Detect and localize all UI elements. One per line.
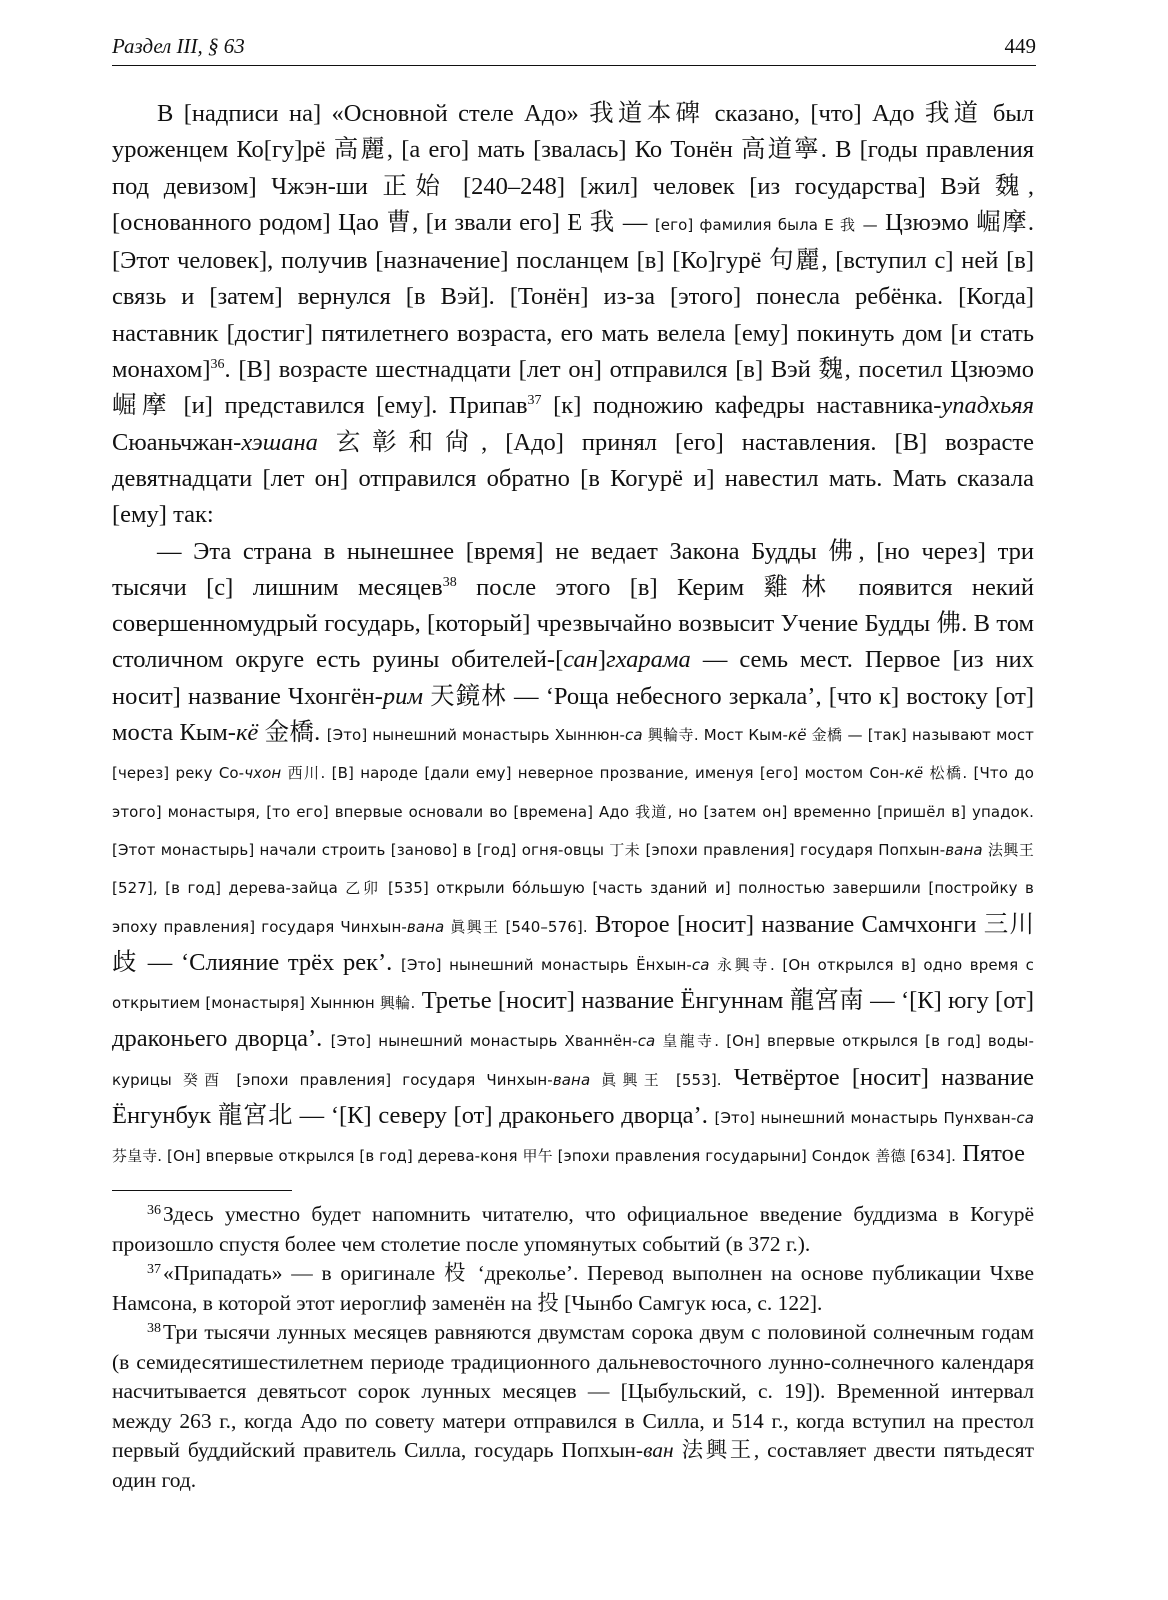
text-run: рим xyxy=(382,682,423,710)
footnotes xyxy=(112,1200,1034,1495)
text-run: [к] подножию кафедры наставника- xyxy=(541,392,942,420)
text-run: Второе [носит] название Самчхонги 三川歧 — ‘Слияние трёх рек’. xyxy=(112,910,1034,976)
footnote-marker: 38 xyxy=(442,574,457,590)
text-run: 金橋 — [так] называют мост [через] реку Со- xyxy=(112,726,1035,783)
text-run: кё xyxy=(904,764,924,783)
text-run: 芬皇寺. [Он] впервые открылся [в год] дерева-коня 甲午 [эпохи правления государыни] Сондок 善德 [634]. xyxy=(112,1147,957,1166)
text-run: [Это] нынешний монастырь Хваннён- xyxy=(330,1032,638,1051)
text-run: са xyxy=(625,726,643,745)
text-run: 西川. [В] народе [дали ему] неверное прозвание, именуя [его] мостом Сон- xyxy=(281,764,905,783)
text-run: упадхьяя xyxy=(941,392,1034,420)
text-run: сан xyxy=(563,646,598,674)
text-run: вана xyxy=(406,917,445,936)
text-run: са xyxy=(691,955,710,974)
footnote-text: «Припадать» — в оригинале 杸 ‘дреколье’. Перевод выполнен на основе публикации Чхве Намсона, в которой этот иероглиф заменён на 投 [Чынбо Самгук юса, с. 122]. xyxy=(112,1261,1034,1315)
text-run: са xyxy=(1016,1109,1034,1128)
text-run: 松橋. [Что до этого] монастыря, [то его] впервые основали во [времена] Адо 我道, но [затем он] временно [пришёл в] упадок. [Этот монастырь] начали строить [заново] в [год] огня-овцы 丁未 [эпохи правления] государя Попхын- xyxy=(112,764,1035,859)
footnote xyxy=(112,1318,1034,1495)
text-run: 眞興王 [553]. xyxy=(590,1070,722,1089)
footnote-marker: 36 xyxy=(210,356,225,372)
text-run: кё xyxy=(788,726,807,745)
running-head xyxy=(112,34,1036,66)
text-run: кё xyxy=(235,719,259,747)
text-run: вана xyxy=(552,1070,591,1089)
body-paragraph xyxy=(112,96,1034,534)
text-run: Пятое xyxy=(956,1140,1025,1168)
text-run: [Это] нынешний монастырь Ёнхын- xyxy=(401,955,692,974)
text-run: Третье [носит] название Ёнгуннам 龍宮南 — ‘[К] югу [от] драконьего дворца’. xyxy=(112,987,1034,1053)
text-run: 皇龍寺. [Он] впервые открылся [в год] воды-курицы 癸酉 [эпохи правления] государя Чинхын- xyxy=(112,1032,1035,1089)
text-run: ] xyxy=(597,646,607,674)
footnote-text: Здесь уместно будет напомнить читателю, что официальное введение буддизма в Когурё произошло спустя более чем столетие после упомянутых событий (в 372 г.). xyxy=(112,1202,1034,1256)
footnote xyxy=(112,1200,1034,1259)
footnote-separator xyxy=(112,1190,292,1191)
text-run: вана xyxy=(945,840,983,859)
text-run: 興輪寺. Мост Кым- xyxy=(642,726,789,745)
main-text xyxy=(112,96,1034,1175)
text-run: 金橋. xyxy=(258,719,327,747)
footnote xyxy=(112,1259,1034,1318)
body-paragraph xyxy=(112,534,1034,1175)
text-run: 玄彰和尙, [Адо] принял [его] наставления. [В] возрасте девятнадцати [лет он] отправился обратно [в Когурё и] навестил мать. Мать сказала [ему] так: xyxy=(112,428,1034,529)
text-run: Сюаньчжан- xyxy=(112,428,242,456)
text-run: — Эта страна в нынешнее [время] не ведает Закона Будды 佛, [но через] три тысячи [с] лишним месяцев xyxy=(112,537,1034,601)
footnote-marker: 38 xyxy=(147,1321,161,1336)
text-run: Цзюэмо 崛摩. [Этот человек], получив [назначение] посланцем [в] [Ко]гурё 句麗, [вступил с] ней [в] связь и [затем] вернулся [в Вэй]. [Тонён] из-за [этого] понесла ребёнка. [Когда] наставник [достиг] пятилетнего возраста, его мать велела [ему] покинуть дом [и стать монахом] xyxy=(112,208,1034,384)
text-run: 天鏡林 — ‘Роща небесного зеркала’, [что к] востоку [от] моста Кым- xyxy=(112,682,1034,747)
text-run: хэшана xyxy=(241,428,318,456)
text-run: Четвёртое [носит] название Ёнгунбук 龍宮北 — ‘[К] северу [от] драконьего дворца’. xyxy=(112,1063,1034,1130)
footnote-marker: 37 xyxy=(527,393,542,409)
footnote-text: ван xyxy=(643,1438,674,1462)
text-run: В [надписи на] «Основной стеле Адо» 我道本碑 сказано, [что] Адо 我道 был уроженцем Ко[гу]рё 高麗, [а его] мать [звалась] Ко Тонён 高道寧. В [годы правления под девизом] Чжэн-ши 正始 [240–248] [жил] человек [из государства] Вэй 魏, [основанного родом] Цао 曹, [и звали его] Е 我 — xyxy=(112,100,1034,236)
text-run: — семь мест. Первое [из них носит] название Чхонгён- xyxy=(112,646,1034,710)
footnote-text: 法興王, составляет двести пятьдесят один год. xyxy=(112,1438,1034,1492)
text-run: 眞興王 [540–576]. xyxy=(444,917,588,936)
footnote-marker: 37 xyxy=(147,1262,161,1277)
text-run: [Это] нынешний монастырь Пунхван- xyxy=(714,1109,1017,1128)
text-run: чхон xyxy=(244,764,282,783)
text-run: [Это] нынешний монастырь Хыннюн- xyxy=(326,726,626,745)
section-reference: Раздел III, § 63 xyxy=(112,34,245,58)
text-run: 法興王 [527], [в год] дерева-зайца 乙卯 [535] открыли бóльшую [часть зданий и] полностью завершили [постройку в эпоху правления] государя Чинхын- xyxy=(112,840,1034,936)
text-run: . [В] возрасте шестнадцати [лет он] отправился [в] Вэй 魏, посетил Цзюэмо 崛摩 [и] представился [ему]. Припав xyxy=(112,356,1034,420)
page-number: 449 xyxy=(1004,34,1036,58)
footnote-marker: 36 xyxy=(147,1203,161,1218)
footnote-text: Три тысячи лунных месяцев равняются двумстам сорока двум с половиной солнечным годам (в семидесятишестилетнем периоде традиционного дальневосточного лунно-солнечного календаря насчитывается девятьсот сорок лунных месяцев — [Цыбульский, с. 19]). Временной интервал между 263 г., когда Адо по совету матери отправился в Силла, и 514 г., когда вступил на престол первый буддийский правитель Силла, государь Попхын- xyxy=(112,1320,1034,1462)
text-run: после этого [в] Керим 雞林 появится некий совершенномудрый государь, [который] чрезвычайно возвысит Учение Будды 佛. В том столичном округе есть руины обителей-[ xyxy=(112,573,1034,674)
text-run: [его] фамилия была Е 我 — xyxy=(654,215,878,234)
text-run: 永興寺. [Он открылся в] одно время с открытием [монастыря] Хыннюн 興輪. xyxy=(112,955,1034,1013)
text-run: са xyxy=(637,1032,656,1051)
text-run: гхарама xyxy=(606,646,691,674)
